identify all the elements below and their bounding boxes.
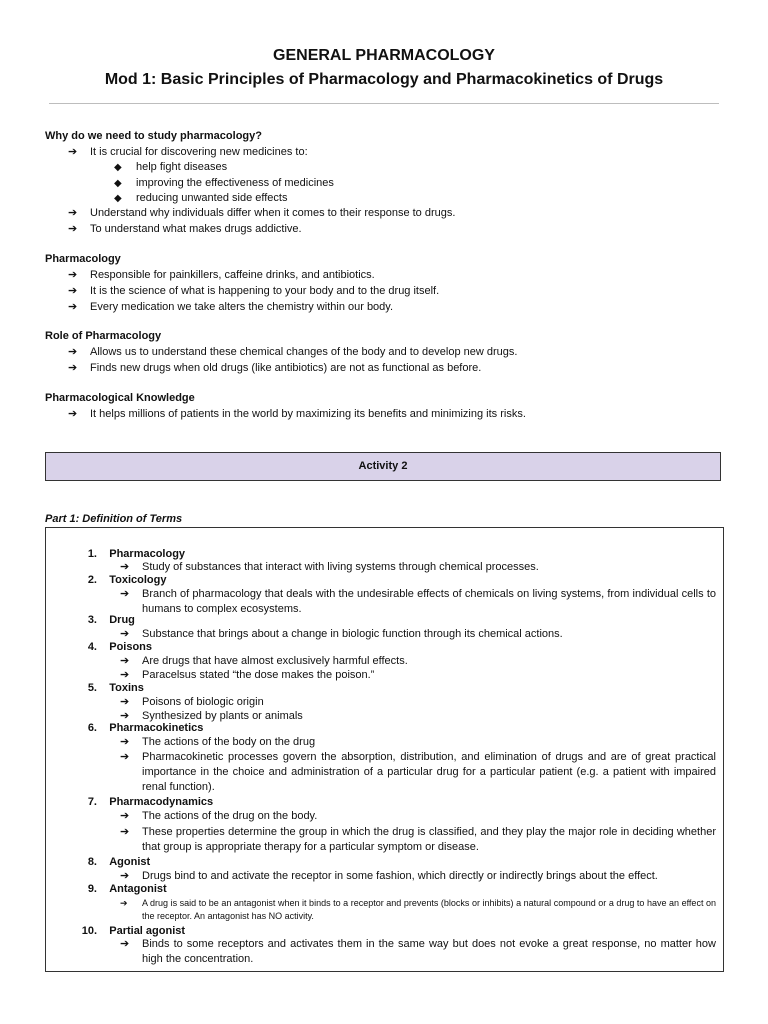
document-title: GENERAL PHARMACOLOGY <box>273 47 495 64</box>
arrow-icon: ➔ <box>120 826 130 838</box>
definition-text: Substance that brings about a change in biologic function through its chemical actions. <box>142 628 563 640</box>
term-heading <box>72 682 144 694</box>
definition-item <box>120 587 716 615</box>
term-name: Agonist <box>109 856 151 868</box>
arrow-icon: ➔ <box>68 408 78 420</box>
arrow-icon: ➔ <box>68 362 78 374</box>
definition-item <box>120 809 716 824</box>
term-name: Partial agonist <box>109 925 186 937</box>
term-name: Drug <box>109 614 135 626</box>
arrow-icon: ➔ <box>120 751 130 763</box>
term-number: 3. <box>87 614 97 626</box>
bullet-item <box>68 284 439 298</box>
arrow-icon: ➔ <box>120 736 130 748</box>
definition-text: Poisons of biologic origin <box>142 696 264 708</box>
term-number: 2. <box>87 574 97 586</box>
term-number: 8. <box>87 856 97 868</box>
definition-text: Branch of pharmacology that deals with the undesirable effects of chemicals on living systems, from individual cells to humans to complex ecosystems. <box>142 588 716 615</box>
term-heading <box>72 856 150 868</box>
section-heading-role: Role of Pharmacology <box>45 330 162 342</box>
sub-bullet-item <box>114 177 334 189</box>
bullet-item <box>68 268 375 282</box>
definition-item <box>120 709 716 724</box>
term-name: Poisons <box>109 641 153 653</box>
definition-text: Study of substances that interact with living systems through chemical processes. <box>142 561 539 573</box>
term-number: 4. <box>87 641 97 653</box>
definition-text: Pharmacokinetic processes govern the absorption, distribution, and elimination of drugs and are of great practical importance in the choice and administration of a particular drug for a particular patient (e.g. a patient with impaired renal function). <box>142 751 716 793</box>
bullet-item <box>68 345 517 359</box>
sub-bullet-text: help fight diseases <box>136 161 228 173</box>
term-number: 5. <box>87 682 97 694</box>
bullet-item <box>68 407 526 421</box>
definition-text: Paracelsus stated “the dose makes the poison.” <box>142 669 375 681</box>
bullet-item <box>68 145 308 159</box>
bullet-text: It is the science of what is happening to your body and to the drug itself. <box>90 285 440 297</box>
term-heading <box>72 574 166 586</box>
arrow-icon: ➔ <box>120 561 130 573</box>
definition-item <box>120 627 716 642</box>
section-heading-why-study: Why do we need to study pharmacology? <box>45 130 262 142</box>
bullet-text: Understand why individuals differ when it comes to their response to drugs. <box>90 207 456 219</box>
definition-text: Drugs bind to and activate the receptor in some fashion, which directly or indirectly brings about the effect. <box>142 870 658 882</box>
term-number: 9. <box>87 883 97 895</box>
arrow-icon: ➔ <box>120 588 130 600</box>
definition-text: A drug is said to be an antagonist when it binds to a receptor and prevents (blocks or inhibits) a natural compound or a drug to have an effect on the receptor. An antagonist has NO activity. <box>142 898 716 921</box>
term-number: 6. <box>87 722 97 734</box>
term-name: Pharmacokinetics <box>109 722 204 734</box>
definition-item <box>120 560 716 575</box>
arrow-icon: ➔ <box>120 810 130 822</box>
part-heading: Part 1: Definition of Terms <box>45 513 183 525</box>
definition-item <box>120 937 716 965</box>
definition-item <box>120 668 716 683</box>
arrow-icon: ➔ <box>68 285 78 297</box>
arrow-icon: ➔ <box>68 207 78 219</box>
term-name: Pharmacodynamics <box>109 796 214 808</box>
bullet-text: To understand what makes drugs addictive. <box>90 223 302 235</box>
arrow-icon: ➔ <box>120 696 130 708</box>
arrow-icon: ➔ <box>68 269 78 281</box>
term-heading <box>72 548 185 560</box>
term-name: Toxicology <box>109 574 167 586</box>
activity-banner: Activity 2 <box>45 452 721 481</box>
term-number: 1. <box>87 548 97 560</box>
sub-bullet-item <box>114 161 227 173</box>
bullet-item <box>68 361 481 375</box>
term-heading <box>72 641 152 653</box>
bullet-text: Finds new drugs when old drugs (like antibiotics) are not as functional as before. <box>90 362 482 374</box>
document-subtitle: Mod 1: Basic Principles of Pharmacology and Pharmacokinetics of Drugs <box>104 71 664 88</box>
arrow-icon: ➔ <box>68 301 78 313</box>
arrow-icon: ➔ <box>120 710 130 722</box>
bullet-text: It is crucial for discovering new medicines to: <box>90 146 308 158</box>
definition-item <box>120 695 716 710</box>
bullet-text: It helps millions of patients in the world by maximizing its benefits and minimizing its risks. <box>90 408 526 420</box>
diamond-icon: ◆ <box>114 193 122 204</box>
bullet-text: Every medication we take alters the chemistry within our body. <box>90 301 394 313</box>
arrow-icon: ➔ <box>120 669 130 681</box>
arrow-icon: ➔ <box>68 346 78 358</box>
definition-text: Are drugs that have almost exclusively harmful effects. <box>142 655 408 667</box>
bullet-item <box>68 300 393 314</box>
definition-text: The actions of the body on the drug <box>142 736 316 748</box>
term-name: Pharmacology <box>109 548 186 560</box>
definition-text: Binds to some receptors and activates them in the same way but does not evoke a great response, no matter how high the concentration. <box>142 938 716 965</box>
term-heading <box>72 614 135 626</box>
arrow-icon: ➔ <box>68 223 78 235</box>
definition-item <box>120 869 716 884</box>
definition-text: The actions of the drug on the body. <box>142 810 318 822</box>
term-number: 7. <box>87 796 97 808</box>
bullet-text: Responsible for painkillers, caffeine drinks, and antibiotics. <box>90 269 375 281</box>
arrow-icon: ➔ <box>120 898 128 908</box>
bullet-item <box>68 206 455 220</box>
term-name: Toxins <box>109 682 144 694</box>
bullet-item <box>68 222 302 236</box>
term-heading <box>72 722 203 734</box>
arrow-icon: ➔ <box>120 628 130 640</box>
definition-text: Synthesized by plants or animals <box>142 710 303 722</box>
section-heading-pharmacology: Pharmacology <box>45 253 121 265</box>
definition-item <box>120 825 716 853</box>
arrow-icon: ➔ <box>68 146 78 158</box>
term-name: Antagonist <box>109 883 167 895</box>
header-divider <box>49 103 719 104</box>
section-heading-knowledge: Pharmacological Knowledge <box>45 392 195 404</box>
definition-item <box>120 897 716 921</box>
arrow-icon: ➔ <box>120 655 130 667</box>
definition-item <box>120 654 716 669</box>
term-heading <box>72 796 213 808</box>
arrow-icon: ➔ <box>120 938 130 950</box>
diamond-icon: ◆ <box>114 178 122 189</box>
sub-bullet-text: reducing unwanted side effects <box>136 192 288 204</box>
bullet-text: Allows us to understand these chemical changes of the body and to develop new drugs. <box>90 346 518 358</box>
term-heading <box>72 925 185 937</box>
term-number: 10. <box>81 925 97 937</box>
sub-bullet-item <box>114 192 287 204</box>
arrow-icon: ➔ <box>120 870 130 882</box>
diamond-icon: ◆ <box>114 162 122 173</box>
definition-text: These properties determine the group in which the drug is classified, and they play the major role in deciding whether that group is appropriate therapy for a particular symptom or disease. <box>142 826 716 853</box>
sub-bullet-text: improving the effectiveness of medicines <box>136 177 334 189</box>
term-heading <box>72 883 167 895</box>
definition-item <box>120 750 716 793</box>
definition-item <box>120 735 716 750</box>
